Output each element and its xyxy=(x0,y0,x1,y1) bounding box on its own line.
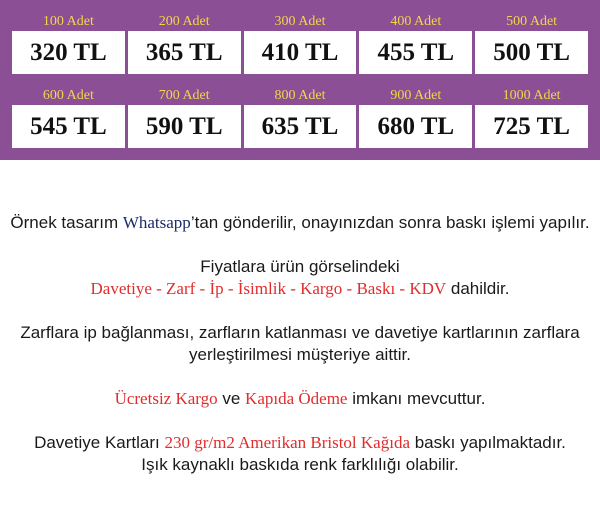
price-cell xyxy=(359,86,472,148)
quantity-label: 300 Adet xyxy=(244,12,357,31)
quantity-label: 600 Adet xyxy=(12,86,125,105)
info-line-prices: Fiyatlara ürün görselindeki xyxy=(200,257,400,276)
info-line-shipping xyxy=(0,388,600,410)
price-value: 500 TL xyxy=(493,38,570,66)
quantity-label: 800 Adet xyxy=(244,86,357,105)
price-value: 410 TL xyxy=(261,38,339,66)
price-value: 365 TL xyxy=(145,38,223,66)
info-text-block xyxy=(0,212,600,476)
price-grid xyxy=(12,12,588,148)
info-line-paper xyxy=(0,432,600,454)
quantity-label: 400 Adet xyxy=(359,12,472,31)
quantity-label: 700 Adet xyxy=(128,86,241,105)
price-panel xyxy=(0,0,600,160)
price-cell xyxy=(244,12,357,74)
quantity-label: 1000 Adet xyxy=(475,86,588,105)
paper-type-highlight: 230 gr/m2 Amerikan Bristol Kağıda xyxy=(164,433,410,452)
price-cell xyxy=(475,12,588,74)
info-line-included xyxy=(0,278,600,300)
whatsapp-highlight: Whatsapp xyxy=(122,213,191,232)
price-value: 590 TL xyxy=(145,112,223,140)
price-cell xyxy=(128,12,241,74)
price-value: 725 TL xyxy=(493,112,570,140)
price-cell xyxy=(244,86,357,148)
info-text: dahildir. xyxy=(446,279,510,298)
quantity-label: 900 Adet xyxy=(359,86,472,105)
price-value: 320 TL xyxy=(30,38,107,66)
price-cell xyxy=(128,86,241,148)
info-line-envelope: Zarflara ip bağlanması, zarfların katlanması ve davetiye kartlarının zarflara xyxy=(20,323,580,342)
info-line-design xyxy=(0,212,600,234)
info-text: ve xyxy=(217,389,246,408)
info-text: ’tan gönderilir, onayınızdan sonra baskı işlemi yapılır. xyxy=(190,213,590,232)
free-shipping-highlight: Ücretsiz Kargo xyxy=(114,389,218,408)
info-line-color-note: Işık kaynaklı baskıda renk farklılığı olabilir. xyxy=(141,455,459,474)
info-text: Örnek tasarım xyxy=(10,213,123,232)
quantity-label: 500 Adet xyxy=(475,12,588,31)
cash-on-delivery-highlight: Kapıda Ödeme xyxy=(245,389,348,408)
price-value: 680 TL xyxy=(377,112,455,140)
price-cell xyxy=(12,86,125,148)
price-value: 635 TL xyxy=(261,112,339,140)
info-text: imkanı mevcuttur. xyxy=(347,389,486,408)
info-text: baskı yapılmaktadır. xyxy=(410,433,566,452)
info-text: Davetiye Kartları xyxy=(34,433,165,452)
quantity-label: 200 Adet xyxy=(128,12,241,31)
included-items-highlight: Davetiye - Zarf - İp - İsimlik - Kargo - Baskı - KDV xyxy=(90,279,447,298)
price-value: 455 TL xyxy=(377,38,455,66)
price-cell xyxy=(12,12,125,74)
quantity-label: 100 Adet xyxy=(12,12,125,31)
price-cell xyxy=(475,86,588,148)
price-cell xyxy=(359,12,472,74)
price-value: 545 TL xyxy=(30,112,107,140)
info-line-customer: yerleştirilmesi müşteriye aittir. xyxy=(189,345,411,364)
